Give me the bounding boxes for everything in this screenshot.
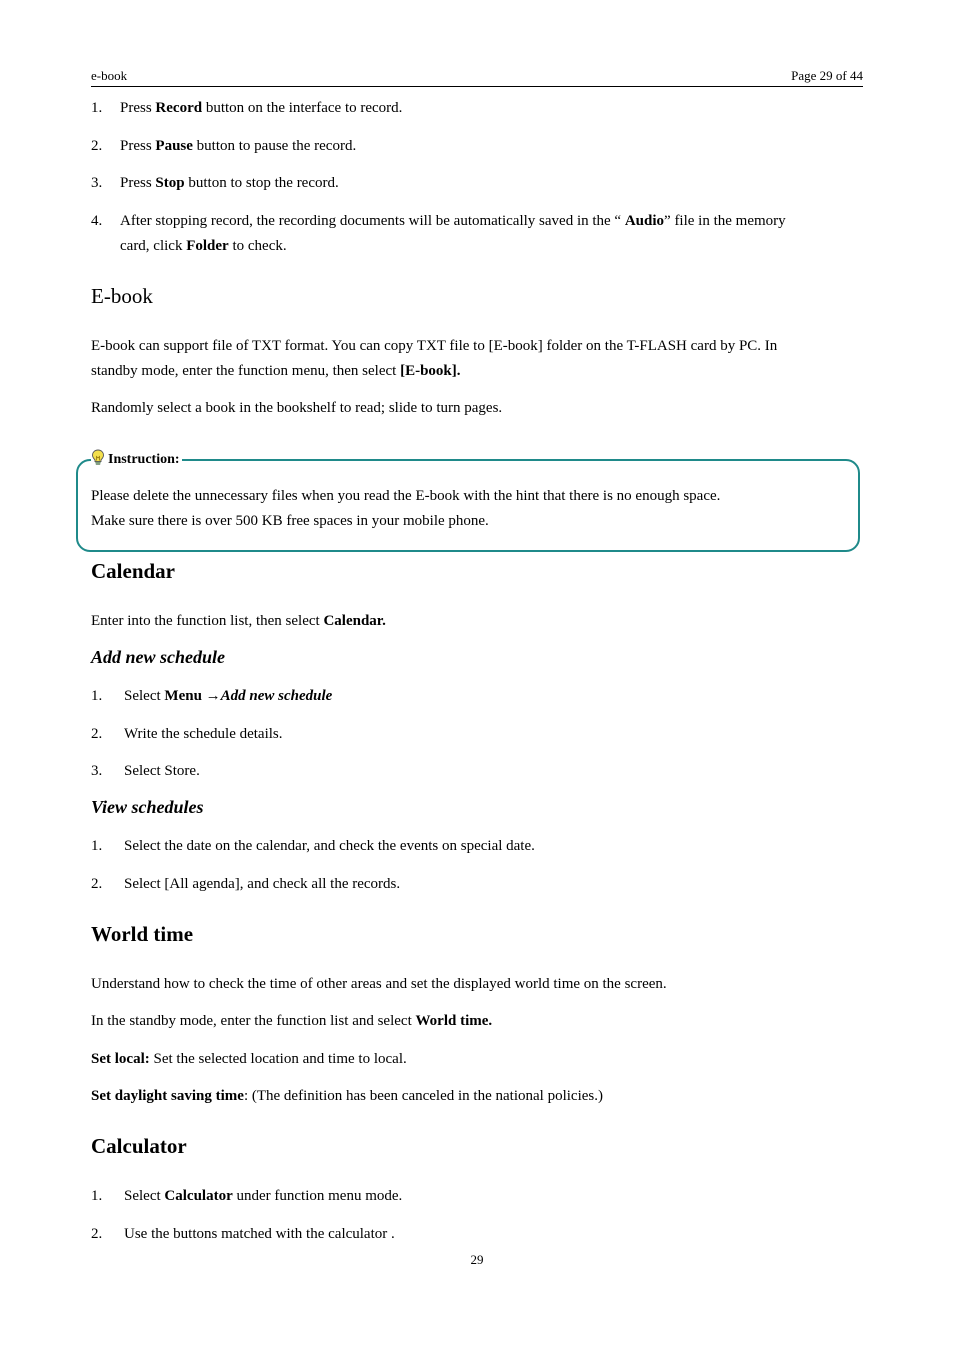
list-number: 4. [91,213,103,229]
view-schedules-heading: View schedules [91,797,204,817]
world-time-paragraph: In the standby mode, enter the function list and select World time. [91,1013,493,1029]
list-item: Write the schedule details. [124,726,283,742]
calculator-heading: Calculator [91,1134,187,1158]
list-item: Select [All agenda], and check all the records. [124,876,401,892]
lightbulb-icon [91,449,105,471]
header-rule [91,86,863,87]
list-number: 2. [91,726,103,742]
add-schedule-heading: Add new schedule [91,647,226,667]
list-item: Press Pause button to pause the record. [120,138,357,154]
world-time-daylight: Set daylight saving time: (The definition has been canceled in the national policies.) [91,1088,603,1104]
list-number: 3. [91,763,103,779]
list-number: 1. [91,1188,103,1204]
instruction-label: Instruction: [91,449,182,471]
list-item: Select Calculator under function menu mode. [124,1188,403,1204]
ebook-paragraph-line: E-book can support file of TXT format. You can copy TXT file to [E-book] folder on the T-FLASH card by PC. In [91,338,778,354]
ebook-paragraph: Randomly select a book in the bookshelf to read; slide to turn pages. [91,400,503,416]
world-time-paragraph: Understand how to check the time of other areas and set the displayed world time on the screen. [91,976,667,992]
list-number: 1. [91,688,103,704]
list-item: Select Menu →Add new schedule [124,688,333,704]
header-left: e-book [91,68,128,83]
instruction-text-line: Please delete the unnecessary files when you read the E-book with the hint that there is no enough space. [91,488,721,504]
world-time-set-local: Set local: Set the selected location and time to local. [91,1051,407,1067]
list-item: Use the buttons matched with the calculator . [124,1226,395,1242]
list-number: 2. [91,138,103,154]
calendar-intro: Enter into the function list, then select Calendar. [91,613,386,629]
page-number: 29 [470,1252,484,1267]
instruction-text-line: Make sure there is over 500 KB free spaces in your mobile phone. [91,513,489,529]
header-page-indicator: Page 29 of 44 [791,68,863,83]
list-item: After stopping record, the recording documents will be automatically saved in the “ Audio” file in the memory [120,213,786,229]
ebook-paragraph-line: standby mode, enter the function menu, then select [E-book]. [91,363,461,379]
list-number: 1. [91,838,103,854]
list-number: 2. [91,876,103,892]
list-item: Select the date on the calendar, and check the events on special date. [124,838,535,854]
list-item: Press Stop button to stop the record. [120,175,339,191]
list-number: 2. [91,1226,103,1242]
ebook-heading: E-book [91,284,153,308]
list-item-continuation: card, click Folder to check. [120,238,287,254]
list-item: Press Record button on the interface to record. [120,100,403,116]
calendar-heading: Calendar [91,559,175,583]
list-number: 1. [91,100,103,116]
list-number: 3. [91,175,103,191]
list-item: Select Store. [124,763,200,779]
world-time-heading: World time [91,922,194,946]
